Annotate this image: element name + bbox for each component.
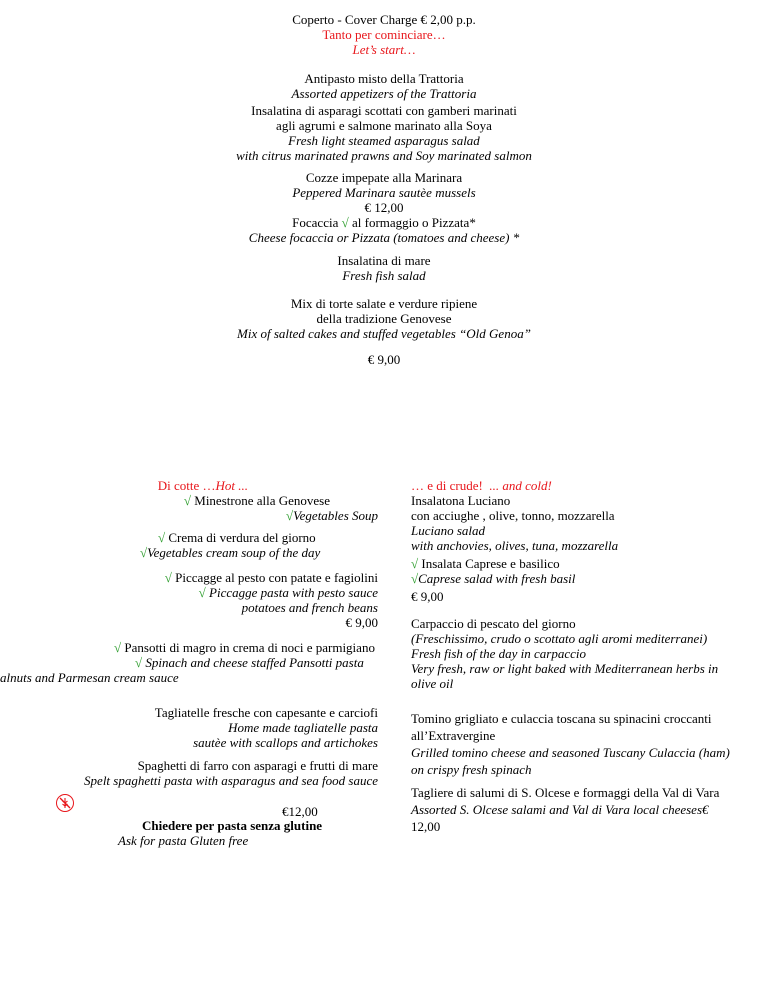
vegetarian-check-icon: √ [286,508,294,523]
dish-translation: Grilled tomino cheese and seasoned Tuscany Culaccia (ham) [411,745,730,760]
vegetarian-check-icon: √ [158,530,166,545]
dish-translation: (Freschissimo, crudo o scottato agli aromi mediterranei) [411,631,708,646]
vegetarian-check-icon: √ [164,570,172,585]
dish-translation: alnuts and Parmesan cream sauce [0,670,179,685]
menu-item-tagliatelle [0,705,378,750]
gluten-free-icon-shape [56,794,74,812]
dish-translation: Luciano salad [411,523,486,538]
price: € 12,00 [364,200,404,215]
dish-translation-crema [140,545,380,560]
dish-translation: Piccagge pasta with pesto sauce [205,585,378,600]
vegetarian-check-icon: √ [114,640,122,655]
cover-charge [0,12,768,27]
dish-name: Piccagge al pesto con patate e fagiolini [171,570,378,585]
menu-item-mussels [0,170,768,245]
dish-translation: Caprese salad with fresh basil [418,571,576,586]
menu-item-tomino [411,710,761,778]
starters-heading-en [0,42,768,57]
price: €12,00 [282,804,318,819]
dish-name: Spaghetti di farro con asparagi e frutti di mare [137,758,378,773]
menu-item-carpaccio [411,616,761,691]
menu-item-crema [140,530,380,560]
menu-item-salted-cakes [0,296,768,341]
hot-section [0,478,378,523]
cover-charge-text: Coperto - Cover Charge € 2,00 p.p. [292,12,476,27]
gluten-free-note [118,818,338,848]
price: € 9,00 [367,352,401,367]
vegetarian-check-icon: √ [183,493,192,508]
dish-name: Tomino grigliato e culaccia toscana su spinacini croccanti [411,711,712,726]
dish-name: con acciughe , olive, tonno, mozzarella [411,508,615,523]
dish-name-caprese [411,556,761,571]
dish-translation: with anchovies, olives, tuna, mozzarella [411,538,619,553]
hot-heading [0,478,378,493]
dish-name-part: al formaggio o Pizzata* [348,215,476,230]
dish-name: Insalatona Luciano [411,493,511,508]
cold-heading [411,478,761,493]
cold-heading-it: … e di crude! [411,478,483,493]
antipasti-price [0,352,768,367]
menu-item-asparagus [0,103,768,163]
hot-heading-it: Di cotte … [157,478,216,493]
dish-translation: Assorted appetizers of the Trattoria [291,86,477,101]
dish-name: Carpaccio di pescato del giorno [411,616,576,631]
gluten-free-note-en: Ask for pasta Gluten free [118,833,249,848]
vegetarian-check-icon: √ [341,215,349,230]
dish-translation: Vegetables Soup [293,508,378,523]
dish-name: Insalatina di mare [337,253,431,268]
vegetarian-check-icon: √ [140,545,148,560]
dish-name: della tradizione Genovese [316,311,452,326]
dish-translation: olive oil [411,676,454,691]
dish-name: Insalata Caprese e basilico [418,556,560,571]
dish-name: Pansotti di magro in crema di noci e parmigiano [121,640,375,655]
dish-translation: Spelt spaghetti pasta with asparagus and sea food sauce [84,773,378,788]
price: € 9,00 [411,589,444,604]
dish-translation: Assorted S. Olcese salami and Val di Vara local cheeses€ [411,802,709,817]
vegetarian-check-icon: √ [198,585,206,600]
dish-translation-minestrone [0,508,378,523]
cold-heading-en: ... and cold! [489,478,552,493]
dish-translation: Home made tagliatelle pasta [228,720,378,735]
dish-name-pansotti [0,640,378,655]
wheat-crossed-icon [57,795,73,811]
vegetarian-check-icon: √ [135,655,143,670]
dish-name-minestrone [0,493,378,508]
dish-translation: Peppered Marinara sautèe mussels [292,185,476,200]
vegetarian-check-icon: √ [411,571,419,586]
dish-name: all’Extravergine [411,728,496,743]
menu-item-tagliere [411,784,761,835]
dish-name: Insalatina di asparagi scottati con gamberi marinati [251,103,517,118]
dish-name: Tagliatelle fresche con capesante e carciofi [154,705,378,720]
dish-name-focaccia [0,215,768,230]
dish-name: Crema di verdura del giorno [165,530,316,545]
dish-name: Minestrone alla Genovese [191,493,330,508]
menu-item-fish-salad [0,253,768,283]
dish-name: Antipasto misto della Trattoria [304,71,464,86]
menu-item-caprese [411,556,761,586]
dish-translation-pansotti [0,655,378,670]
dish-name-piccagge [0,570,378,585]
starters-heading-it-text: Tanto per cominciare… [322,27,446,42]
dish-translation: Cheese focaccia or Pizzata (tomatoes and cheese) * [248,230,520,245]
dish-translation: with citrus marinated prawns and Soy marinated salmon [236,148,532,163]
cold-section [411,478,761,553]
hot-heading-en: Hot ... [215,478,248,493]
starters-heading-en-text: Let’s start… [352,42,416,57]
cold-price [411,589,444,604]
pasta-price [282,804,318,819]
dish-name: Cozze impepate alla Marinara [305,170,463,185]
dish-name-part: Focaccia [292,215,342,230]
price: 12,00 [411,819,441,834]
dish-translation: Fresh fish of the day in carpaccio [411,646,586,661]
dish-translation: potatoes and french beans [241,600,378,615]
menu-item-piccagge [0,570,378,630]
vegetarian-check-icon: √ [411,556,419,571]
dish-translation: Fresh light steamed asparagus salad [288,133,480,148]
gluten-free-note-it: Chiedere per pasta senza glutine [142,818,323,833]
dish-translation-piccagge [0,585,378,600]
dish-translation: sautèe with scallops and artichokes [193,735,378,750]
dish-name: Mix di torte salate e verdure ripiene [290,296,478,311]
gluten-free-icon [56,794,74,815]
dish-name-crema [140,530,380,545]
dish-translation: on crispy fresh spinach [411,762,532,777]
menu-item-spaghetti [0,758,378,788]
dish-translation: Vegetables cream soup of the day [147,545,321,560]
price: € 9,00 [345,615,378,630]
menu-item-antipasto [0,71,768,101]
dish-translation: Very fresh, raw or light baked with Mediterranean herbs in [411,661,719,676]
dish-name: agli agrumi e salmone marinato alla Soya [276,118,492,133]
dish-translation-caprese [411,571,761,586]
dish-translation: Spinach and cheese staffed Pansotti pasta [142,655,364,670]
starters-heading-it [0,27,768,42]
dish-name: Tagliere di salumi di S. Olcese e formaggi della Val di Vara [411,785,720,800]
dish-translation: Fresh fish salad [342,268,426,283]
menu-item-pansotti [0,640,378,685]
dish-translation: Mix of salted cakes and stuffed vegetables “Old Genoa” [237,326,531,341]
